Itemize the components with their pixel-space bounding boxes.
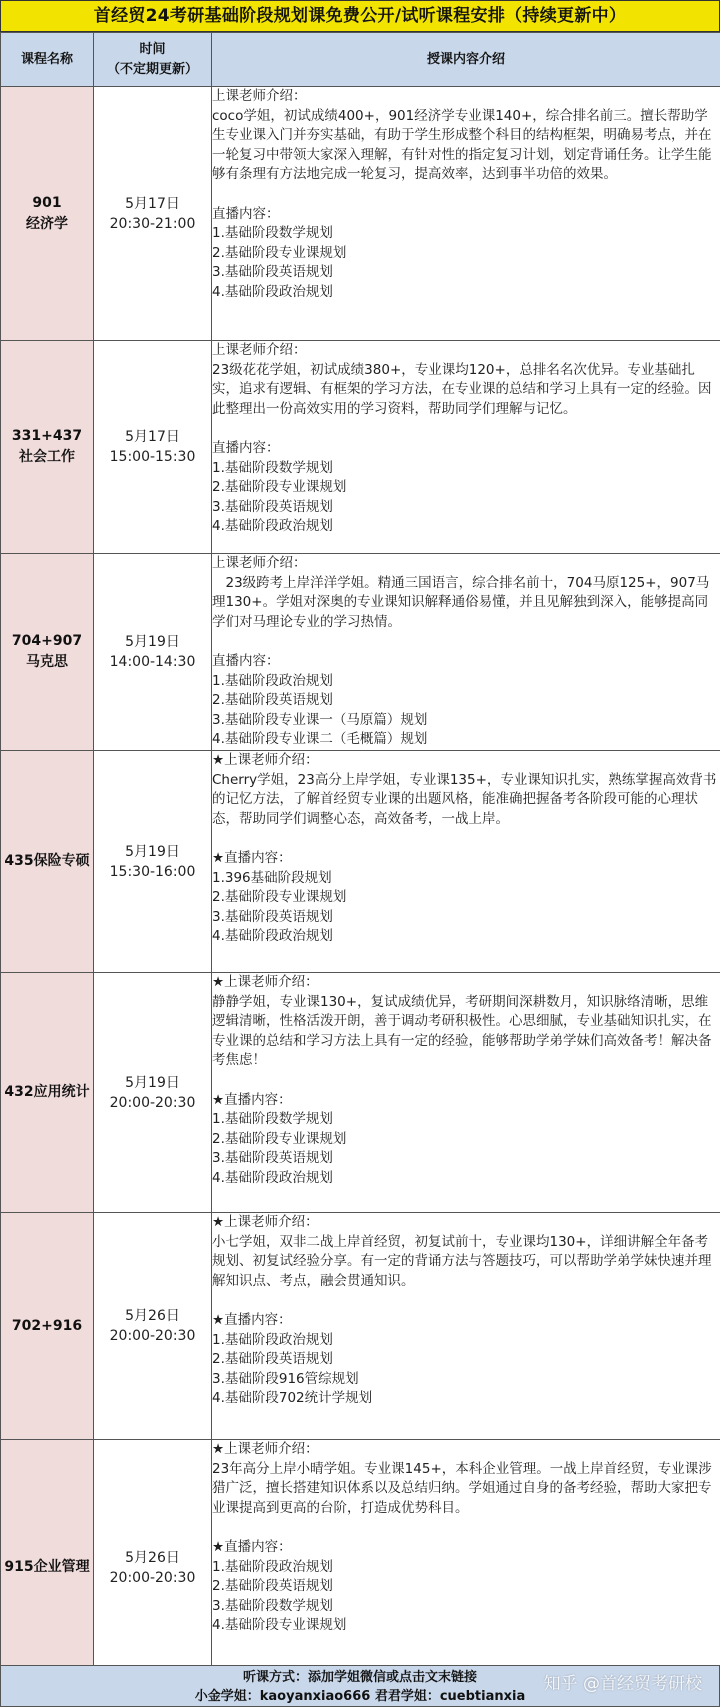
course-time-cell <box>94 751 212 973</box>
course-name-cell <box>1 751 94 973</box>
live-content-label: ★直播内容： <box>212 1091 292 1108</box>
teacher-intro-text: 23年高分上岸小晴学姐。专业课145+，本科企业管理。一战上岸首经贸，专业课涉猎广泛，擅长搭建知识体系以及总结归纳。学姐通过自身的备考经验，帮助大家把专业课提高到更高的台阶，打造成优势科目。 <box>212 1460 712 1516</box>
table-row <box>1 1213 720 1440</box>
live-content-item: 1.基础阶段政治规划 <box>212 1331 333 1348</box>
spacer <box>212 1518 720 1538</box>
table-row <box>1 554 720 751</box>
live-content-item: 3.基础阶段数学规划 <box>212 1597 333 1614</box>
live-content-item: 1.基础阶段数学规划 <box>212 1111 333 1128</box>
course-time-cell <box>94 554 212 751</box>
course-date: 5月26日 <box>125 1549 180 1566</box>
live-content-item: 2.基础阶段专业课规划 <box>212 244 347 261</box>
live-content-item: 4.基础阶段政治规划 <box>212 518 333 535</box>
teacher-intro-label: 上课老师介绍： <box>212 342 307 358</box>
live-content-label: 直播内容： <box>212 652 280 669</box>
live-content-item: 2.基础阶段专业课规划 <box>212 479 347 496</box>
course-title: 经济学 <box>26 215 68 232</box>
course-name-cell <box>1 973 94 1213</box>
course-time-cell <box>94 1440 212 1696</box>
live-content-item: 3.基础阶段英语规划 <box>212 498 333 515</box>
course-description-cell <box>212 973 720 1213</box>
course-time-range: 14:00-14:30 <box>109 654 196 670</box>
header-time-title: 时间 <box>139 41 166 57</box>
course-code: 901 <box>32 194 62 211</box>
course-description-cell <box>212 1213 720 1440</box>
header-course-name: 课程名称 <box>1 33 94 87</box>
page-title: 首经贸24考研基础阶段规划课免费公开/试听课程安排（持续更新中） <box>0 0 720 32</box>
live-content-item: 4.基础阶段政治规划 <box>212 1169 333 1186</box>
live-content-item: 1.基础阶段数学规划 <box>212 225 333 242</box>
course-time-range: 15:30-16:00 <box>109 863 196 880</box>
course-description-cell <box>212 341 720 554</box>
table-row <box>1 1440 720 1696</box>
course-code: 435保险专硕 <box>4 853 90 869</box>
live-content-item: 3.基础阶段专业课一（马原篇）规划 <box>212 711 428 728</box>
spacer <box>212 632 720 652</box>
live-content-item: 1.基础阶段政治规划 <box>212 672 333 689</box>
teacher-intro-text: coco学姐，初试成绩400+，901经济学专业课140+，综合排名前三。擅长帮助学生专业课入门并夯实基础，有助于学生形成整个科目的结构框架，明确易考点，并在一轮复习中带领大家深入理解，有针对性的指定复习计划，划定背诵任务。让学生能够有条理有方法地完成一轮复习，提高效率，达到事半功倍的效果。 <box>212 107 712 183</box>
zhihu-watermark: 知乎 @首经贸考研校 <box>543 1674 702 1694</box>
course-time-cell <box>94 973 212 1213</box>
teacher-intro-text: Cherry学姐，23高分上岸学姐，专业课135+，专业课知识扎实，熟练掌握高效背书的记忆方法，了解首经贸专业课的出题风格，能准确把握备考各阶段可能的心理状态，帮助同学们调整心态，高效备考，一战上岸。 <box>212 771 717 827</box>
spacer <box>212 1071 720 1091</box>
live-content-item: 4.基础阶段政治规划 <box>212 928 333 945</box>
course-date: 5月17日 <box>125 195 180 212</box>
course-description-cell <box>212 554 720 751</box>
spacer <box>212 1291 720 1311</box>
course-description-cell <box>212 751 720 973</box>
teacher-intro-label: ★上课老师介绍： <box>212 974 319 990</box>
course-time-range: 20:00-20:30 <box>109 1569 196 1586</box>
course-time-cell <box>94 87 212 341</box>
course-date: 5月17日 <box>125 429 180 445</box>
course-code: 915企业管理 <box>4 1559 90 1575</box>
teacher-intro-label: 上课老师介绍： <box>212 555 307 571</box>
course-name-cell <box>1 1440 94 1696</box>
course-time-range: 20:00-20:30 <box>109 1328 196 1344</box>
footer-how-to-attend: 听课方式：添加学姐微信或点击文末链接 <box>242 1670 477 1685</box>
live-content-item: 4.基础阶段702统计学规划 <box>212 1390 373 1407</box>
live-content-item: 2.基础阶段英语规划 <box>212 692 333 709</box>
live-content-label: ★直播内容： <box>212 1311 292 1328</box>
course-description-cell <box>212 87 720 341</box>
live-content-item: 3.基础阶段英语规划 <box>212 264 333 281</box>
teacher-intro-text: 小七学姐，双非二战上岸首经贸，初复试前十，专业课均130+，详细讲解全年备考规划、初复试经验分享。有一定的背诵方法与答题技巧，可以帮助学弟学妹快速并理解知识点、考点，融会贯通知识。 <box>212 1233 712 1289</box>
live-content-item: 2.基础阶段英语规划 <box>212 1351 333 1368</box>
spacer <box>212 829 720 849</box>
live-content-label: ★直播内容： <box>212 849 292 866</box>
course-description-cell <box>212 1440 720 1696</box>
spacer <box>212 419 720 439</box>
teacher-intro-text: 静静学姐，专业课130+，复试成绩优异，考研期间深耕数月，知识脉络清晰，思维逻辑清晰，性格活泼开朗，善于调动考研积极性。心思细腻，专业基础知识扎实，在专业课的总结和学习方法上具有一定的经验，能够帮助学弟学妹们高效备考！解决备考焦虑！ <box>212 993 712 1069</box>
course-name-cell <box>1 1213 94 1440</box>
live-content-item: 2.基础阶段英语规划 <box>212 1578 333 1595</box>
table-header-row <box>1 33 720 87</box>
live-content-item: 1.基础阶段政治规划 <box>212 1558 333 1575</box>
live-content-item: 4.基础阶段专业课规划 <box>212 1617 347 1634</box>
course-time-range: 15:00-15:30 <box>109 449 196 465</box>
spacer <box>212 185 720 205</box>
course-date: 5月19日 <box>125 843 180 860</box>
live-content-item: 2.基础阶段专业课规划 <box>212 1130 347 1147</box>
course-time-cell <box>94 341 212 554</box>
course-code: 702+916 <box>11 1317 83 1334</box>
course-title: 社会工作 <box>19 449 75 465</box>
teacher-intro-text: 23级跨考上岸洋洋学姐。精通三国语言，综合排名前十，704马原125+，907马理130+。学姐对深奥的专业课知识解释通俗易懂，并且见解独到深入，能够提高同学们对马理论专业的学习热情。 <box>212 574 710 630</box>
live-content-item: 4.基础阶段专业课二（毛概篇）规划 <box>212 731 428 748</box>
table-row <box>1 341 720 554</box>
course-time-cell <box>94 1213 212 1440</box>
live-content-item: 3.基础阶段英语规划 <box>212 908 333 925</box>
course-title: 马克思 <box>26 654 68 670</box>
course-name-cell <box>1 87 94 341</box>
live-content-label: 直播内容： <box>212 439 280 456</box>
course-code: 432应用统计 <box>4 1084 90 1100</box>
schedule-table <box>0 32 720 1696</box>
table-row <box>1 751 720 973</box>
teacher-intro-label: ★上课老师介绍： <box>212 1441 319 1457</box>
header-time-note: （不定期更新） <box>106 61 198 77</box>
course-name-cell <box>1 341 94 554</box>
live-content-item: 1.基础阶段数学规划 <box>212 459 333 476</box>
header-description: 授课内容介绍 <box>212 33 720 87</box>
course-code: 704+907 <box>11 633 83 649</box>
course-name-cell <box>1 554 94 751</box>
course-date: 5月19日 <box>125 1074 180 1091</box>
teacher-intro-label: ★上课老师介绍： <box>212 1214 319 1230</box>
live-content-label: 直播内容： <box>212 205 280 222</box>
table-row <box>1 973 720 1213</box>
course-code: 331+437 <box>11 428 83 444</box>
header-time <box>94 33 212 87</box>
live-content-item: 2.基础阶段专业课规划 <box>212 889 347 906</box>
live-content-item: 1.396基础阶段规划 <box>212 869 332 886</box>
course-date: 5月19日 <box>125 634 180 650</box>
live-content-label: ★直播内容： <box>212 1538 292 1555</box>
footer-contacts: 小金学姐：kaoyanxiao666 君君学姐：cuebtianxia <box>194 1689 526 1704</box>
live-content-item: 4.基础阶段政治规划 <box>212 283 333 300</box>
course-time-range: 20:30-21:00 <box>109 215 196 232</box>
teacher-intro-label: ★上课老师介绍： <box>212 752 319 768</box>
teacher-intro-label: 上课老师介绍： <box>212 88 307 104</box>
course-time-range: 20:00-20:30 <box>109 1094 196 1111</box>
table-row <box>1 87 720 341</box>
course-date: 5月26日 <box>125 1308 180 1324</box>
live-content-item: 3.基础阶段英语规划 <box>212 1150 333 1167</box>
live-content-item: 3.基础阶段916管综规划 <box>212 1370 359 1387</box>
teacher-intro-text: 23级花花学姐，初试成绩380+，专业课均120+，总排名名次优异。专业基础扎实，追求有逻辑、有框架的学习方法，在专业课的总结和学习上具有一定的经验。因此整理出一份高效实用的学习资料，帮助同学们理解与记忆。 <box>212 361 712 417</box>
